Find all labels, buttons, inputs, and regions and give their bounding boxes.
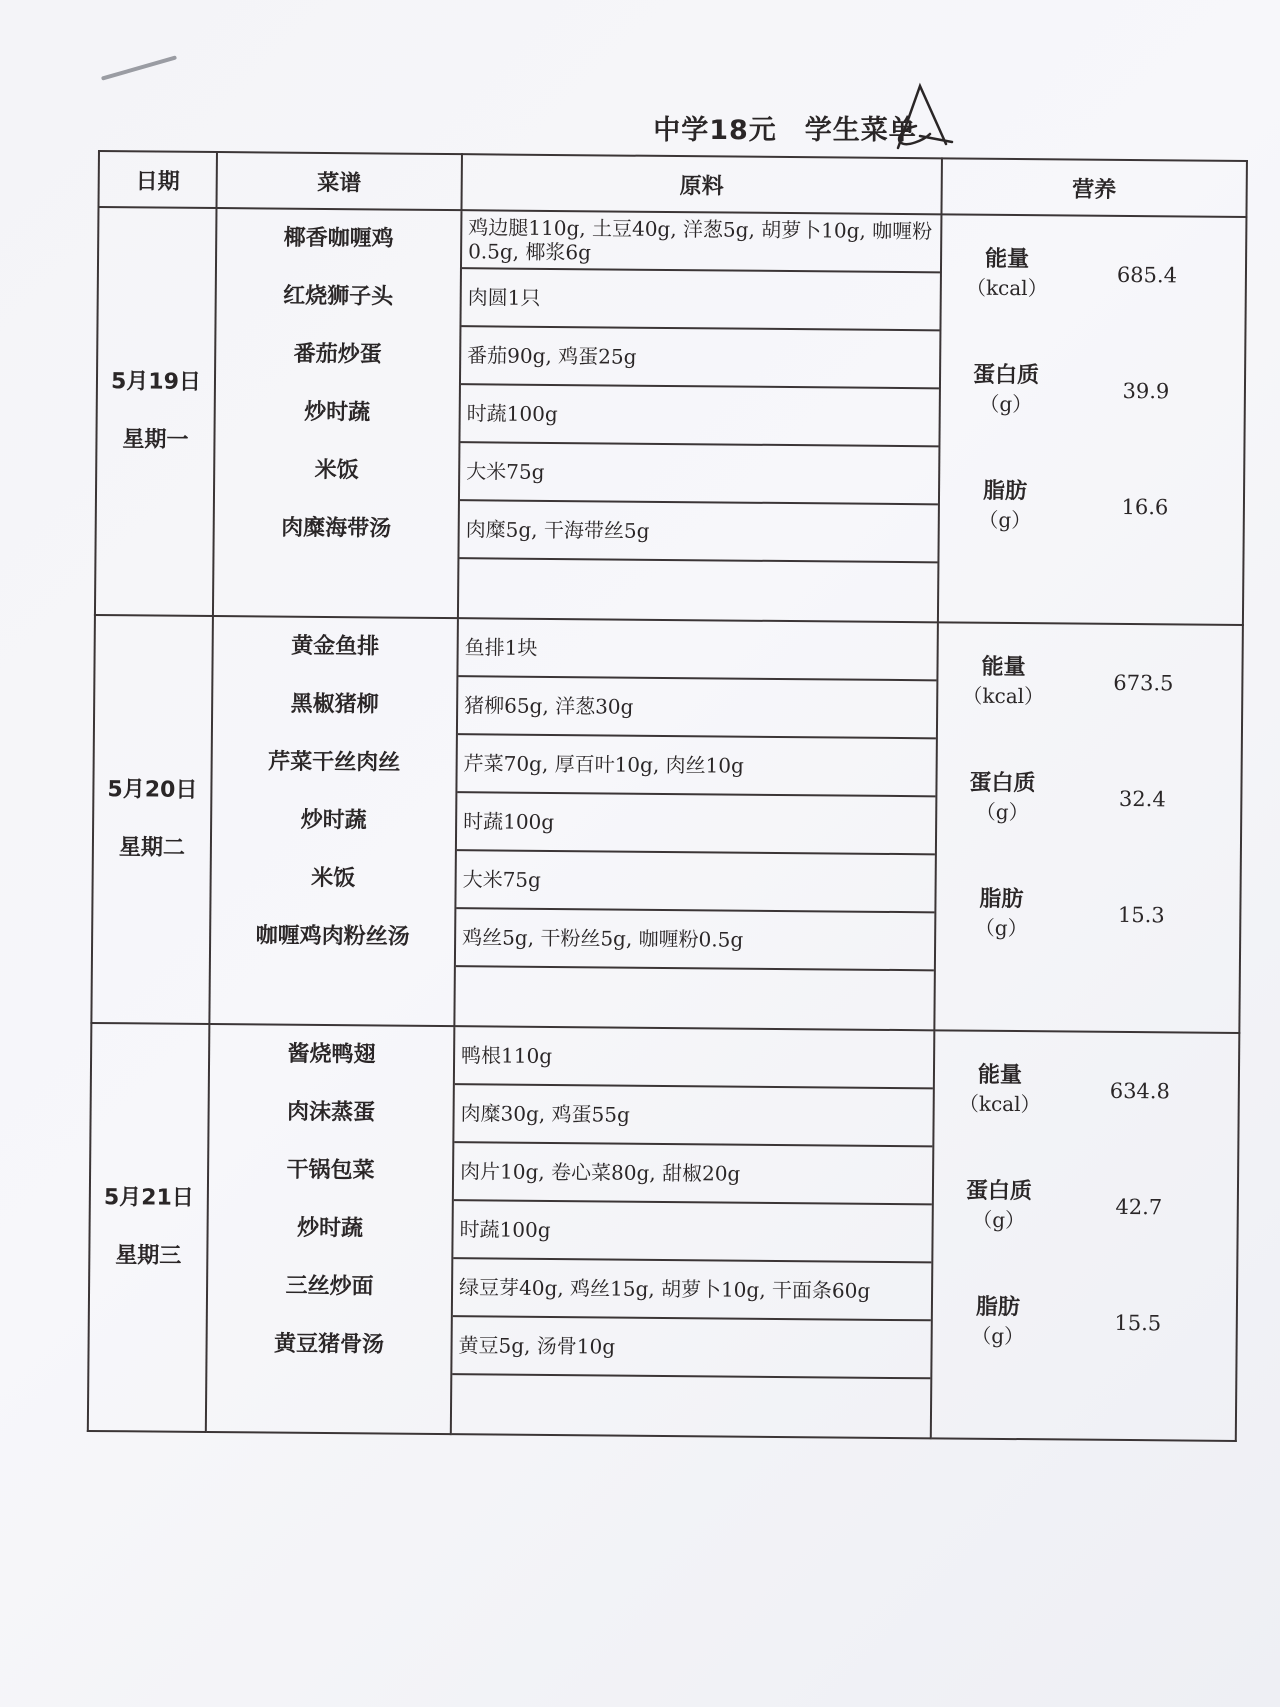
dish-spacer <box>210 965 453 1025</box>
fat-unit: （g） <box>971 1323 1025 1349</box>
ingredient-blank <box>455 967 933 1029</box>
energy-value: 634.8 <box>1109 1078 1170 1104</box>
date-cell <box>91 615 213 1024</box>
ingredient-item: 鱼排1块 <box>458 619 936 681</box>
fat-value: 15.3 <box>1117 902 1165 928</box>
dish-list <box>213 208 462 618</box>
ingredient-item: 时蔬100g <box>457 793 935 855</box>
energy-label: 能量 <box>981 654 1026 681</box>
fat-unit: （g） <box>978 507 1032 533</box>
date-cell <box>88 1023 210 1432</box>
fat-value: 15.5 <box>1114 1310 1162 1336</box>
ingredient-item: 时蔬100g <box>453 1201 931 1263</box>
date-cell <box>95 207 217 616</box>
fat-label: 脂肪 <box>982 478 1028 505</box>
protein-value: 42.7 <box>1115 1194 1163 1220</box>
header-ingredients: 原料 <box>461 154 941 214</box>
energy-label: 能量 <box>977 1062 1023 1089</box>
dish-item: 炒时蔬 <box>300 807 367 834</box>
nutrition-cell <box>934 622 1243 1033</box>
dish-item: 黄豆猪骨汤 <box>273 1331 385 1358</box>
ingredient-blank <box>452 1375 930 1437</box>
ingredient-item: 猪柳65g, 洋葱30g <box>458 677 936 739</box>
protein-unit: （g） <box>979 391 1033 417</box>
energy-unit: （kcal） <box>962 683 1045 709</box>
energy-unit: （kcal） <box>965 275 1048 301</box>
protein-label: 蛋白质 <box>969 770 1036 797</box>
ingredient-item: 大米75g <box>456 851 934 913</box>
dish-item: 酱烧鸭翅 <box>287 1041 376 1068</box>
ingredient-item: 大米75g <box>460 443 938 505</box>
dish-item: 肉沫蒸蛋 <box>286 1099 376 1126</box>
protein-label: 蛋白质 <box>972 362 1040 389</box>
dish-list <box>209 616 458 1026</box>
ingredient-item: 肉糜30g, 鸡蛋55g <box>454 1085 932 1147</box>
ingredient-item: 鸡丝5g, 干粉丝5g, 咖喱粉0.5g <box>456 909 934 971</box>
ingredient-item: 鸡边腿110g, 土豆40g, 洋葱5g, 胡萝卜10g, 咖喱粉0.5g, 椰浆6g <box>462 211 940 273</box>
energy-value: 673.5 <box>1113 670 1174 696</box>
dish-item: 炒时蔬 <box>304 399 371 426</box>
protein-label: 蛋白质 <box>965 1178 1033 1205</box>
menu-table <box>87 150 1248 1442</box>
fat-label: 脂肪 <box>975 1294 1021 1321</box>
nutrition-cell <box>931 1030 1240 1441</box>
weekday-text: 星期三 <box>115 1243 182 1269</box>
dish-item: 炒时蔬 <box>296 1215 364 1242</box>
day-row <box>95 207 1247 625</box>
dish-list <box>206 1024 455 1434</box>
ingredient-list <box>454 618 938 1030</box>
ingredient-item: 肉糜5g, 干海带丝5g <box>459 501 937 563</box>
ingredient-item: 时蔬100g <box>460 385 938 447</box>
ingredient-item: 肉片10g, 卷心菜80g, 甜椒20g <box>454 1143 932 1205</box>
header-nutrition: 营养 <box>941 158 1246 217</box>
dish-item: 三丝炒面 <box>285 1273 374 1300</box>
dish-item: 干锅包菜 <box>286 1157 375 1184</box>
dish-spacer <box>214 557 457 617</box>
header-date: 日期 <box>99 151 217 208</box>
weekday-text: 星期一 <box>122 427 189 453</box>
ingredient-item: 绿豆芽40g, 鸡丝15g, 胡萝卜10g, 干面条60g <box>453 1259 931 1321</box>
energy-row <box>941 215 1245 334</box>
date-text: 5月19日 <box>110 369 202 395</box>
protein-row <box>933 1147 1237 1266</box>
table-header-row <box>99 151 1247 217</box>
protein-value: 32.4 <box>1118 786 1166 812</box>
ingredient-item: 黄豆5g, 汤骨10g <box>452 1317 930 1379</box>
ingredient-item: 鸭根110g <box>455 1027 933 1089</box>
protein-value: 39.9 <box>1122 378 1170 404</box>
fat-value: 16.6 <box>1121 494 1169 520</box>
protein-row <box>940 331 1244 450</box>
energy-row <box>938 623 1242 742</box>
fat-label: 脂肪 <box>979 886 1024 913</box>
fat-row <box>932 1263 1236 1382</box>
dish-item: 肉糜海带汤 <box>281 515 392 542</box>
fat-row <box>939 447 1243 566</box>
dish-item: 黄金鱼排 <box>291 633 380 660</box>
ingredient-item: 番茄90g, 鸡蛋25g <box>461 327 939 389</box>
energy-label: 能量 <box>984 246 1030 273</box>
date-text: 5月20日 <box>107 777 198 803</box>
ingredient-item: 芹菜70g, 厚百叶10g, 肉丝10g <box>457 735 935 797</box>
nutrition-cell <box>938 214 1247 625</box>
ingredient-list <box>458 210 942 622</box>
day-row <box>91 615 1243 1033</box>
protein-unit: （g） <box>972 1207 1026 1233</box>
dish-item: 红烧狮子头 <box>283 283 394 310</box>
dish-item: 番茄炒蛋 <box>293 341 382 368</box>
dish-spacer <box>207 1373 450 1433</box>
header-dish: 菜谱 <box>216 152 461 210</box>
weekday-text: 星期二 <box>118 835 186 861</box>
energy-row <box>934 1031 1238 1150</box>
dish-item: 椰香咖喱鸡 <box>283 225 394 252</box>
dish-item: 黑椒猪柳 <box>290 691 379 718</box>
day-row <box>88 1023 1240 1441</box>
ingredient-list <box>451 1026 935 1438</box>
dish-item: 米饭 <box>314 457 359 484</box>
date-text: 5月21日 <box>103 1185 194 1211</box>
energy-value: 685.4 <box>1116 262 1178 288</box>
fat-row <box>936 855 1240 974</box>
dish-item: 米饭 <box>311 865 356 892</box>
dish-item: 芹菜干丝肉丝 <box>268 749 401 776</box>
dish-item: 咖喱鸡肉粉丝汤 <box>255 923 410 950</box>
staple-mark <box>101 55 177 80</box>
page-title: 中学18元 学生菜单 <box>653 115 917 146</box>
ingredient-blank <box>459 559 937 621</box>
fat-unit: （g） <box>974 915 1028 941</box>
protein-unit: （g） <box>975 799 1029 825</box>
ingredient-item: 肉圆1只 <box>461 269 939 331</box>
protein-row <box>937 739 1241 858</box>
energy-unit: （kcal） <box>958 1091 1041 1117</box>
